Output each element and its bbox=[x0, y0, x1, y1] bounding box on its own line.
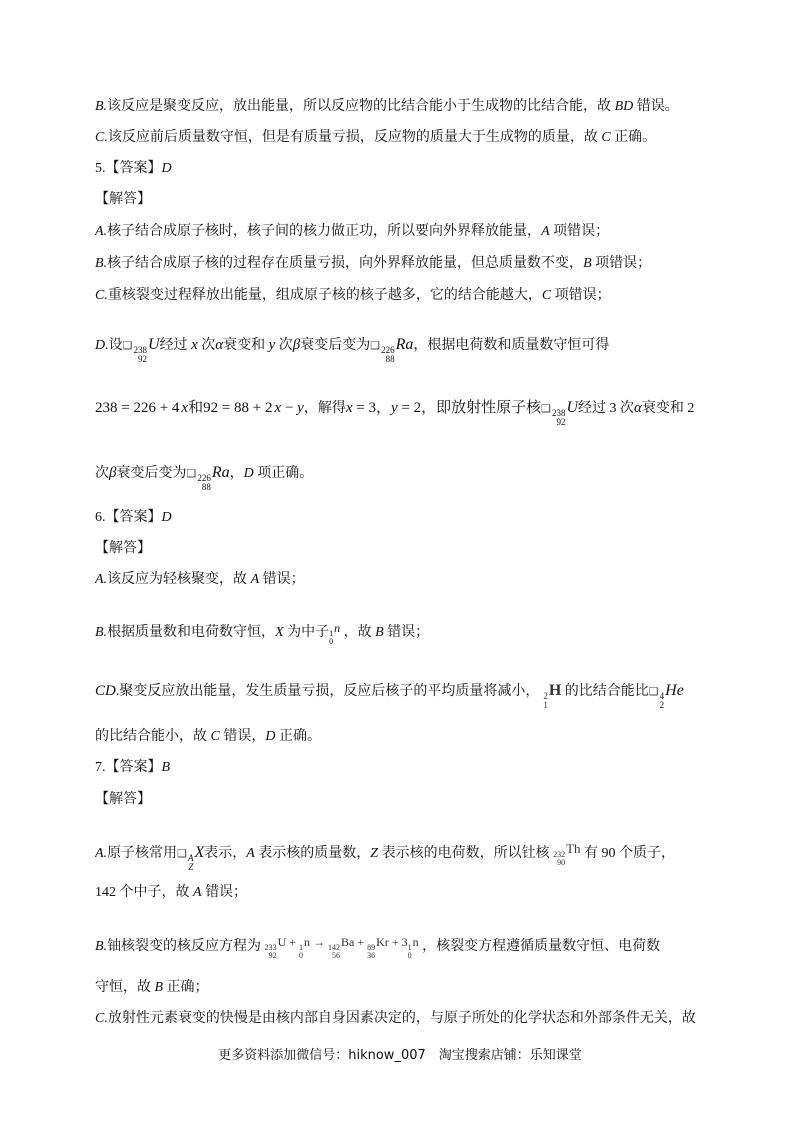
line-text: 次 bbox=[275, 338, 293, 353]
mass-number: 1 bbox=[299, 943, 304, 952]
nuclide-symbol: n bbox=[304, 935, 311, 949]
q5-option-c-line bbox=[95, 286, 611, 306]
line-text: ， bbox=[229, 466, 244, 481]
page-footer: 更多资料添加微信号：hiknow_007 淘宝搜索店铺：乐知课堂 bbox=[218, 1048, 582, 1063]
math-variable: β bbox=[109, 465, 117, 481]
nuclide-symbol: Ba bbox=[341, 935, 355, 949]
mass-number: 233 bbox=[264, 943, 277, 952]
nuclide-symbol: Ra bbox=[211, 464, 230, 481]
line-text: 正确。 bbox=[275, 729, 321, 744]
charge-number: 36 bbox=[367, 951, 376, 960]
mass-number: A bbox=[187, 853, 194, 863]
math-expression: = 3， bbox=[352, 400, 391, 416]
nuclide-symbol: U bbox=[148, 336, 160, 353]
solution-heading: 【解答】 bbox=[95, 792, 151, 807]
line-text: 经过 3 次 bbox=[578, 401, 635, 416]
nuclide-numbers bbox=[553, 851, 565, 867]
nuclide-numbers bbox=[381, 346, 395, 364]
nuclide-u233 bbox=[265, 932, 287, 960]
fission-equation bbox=[265, 932, 419, 960]
charge-number: 92 bbox=[268, 951, 277, 960]
mass-number: 89 bbox=[367, 943, 376, 952]
option-ref: C bbox=[601, 130, 611, 145]
line-text: 铀核裂变的核反应方程为 bbox=[107, 939, 265, 954]
q7-option-b-line-2 bbox=[95, 978, 209, 998]
q6-option-a-line bbox=[95, 570, 305, 590]
line-text: ，根据电荷数和质量数守恒可得 bbox=[413, 338, 610, 353]
box-glyph: ❑ bbox=[186, 467, 197, 480]
solution-heading: 【解答】 bbox=[95, 192, 151, 207]
mass-number: 238 bbox=[551, 408, 566, 418]
answer-value: D bbox=[161, 161, 172, 176]
line-text: .聚变反应放出能量，发生质量亏损，反应后核子的平均质量将减小， bbox=[115, 684, 540, 699]
q5-answer-line bbox=[95, 159, 172, 179]
nuclide-symbol: Th bbox=[566, 841, 581, 856]
option-ref: C bbox=[210, 729, 220, 744]
line-text: ，故 bbox=[340, 625, 376, 640]
math-expression: = 2，即放射性原子核 bbox=[397, 400, 542, 416]
box-glyph: ❑ bbox=[177, 847, 187, 860]
nuclide-numbers bbox=[328, 944, 340, 960]
line-text: 错误。 bbox=[633, 99, 679, 114]
line-text: 衰变和 2 bbox=[641, 401, 695, 416]
math-variable: y bbox=[297, 400, 304, 416]
mass-number: 2 bbox=[543, 691, 548, 701]
mass-number: 4 bbox=[659, 691, 665, 701]
line-text: 错误； bbox=[201, 885, 248, 900]
mass-number: 1 bbox=[329, 629, 334, 638]
line-text: 的比结合能比 bbox=[561, 684, 649, 699]
option-label: D. bbox=[95, 338, 109, 353]
box-glyph: ❑ bbox=[648, 685, 659, 698]
line-text: 原子核常用 bbox=[107, 846, 178, 861]
line-text: 表示， bbox=[204, 846, 247, 861]
equation-operator: + bbox=[286, 935, 300, 949]
option-ref: C bbox=[541, 288, 552, 303]
math-expression: − bbox=[281, 400, 298, 416]
answer-heading: 7.【答案】 bbox=[95, 760, 162, 775]
nuclide-symbol: H bbox=[548, 682, 562, 699]
option-ref: D bbox=[265, 729, 276, 744]
line-text: 表示核的电荷数，所以钍核 bbox=[378, 846, 554, 861]
charge-number: 90 bbox=[557, 858, 566, 867]
line-text: 项错误； bbox=[551, 288, 611, 303]
math-variable: Z bbox=[370, 846, 379, 861]
line-text: 项错误； bbox=[591, 256, 652, 271]
charge-number: 0 bbox=[407, 951, 412, 960]
line-text: 错误； bbox=[383, 625, 430, 640]
mass-number: 238 bbox=[133, 345, 147, 355]
q5-option-b-line bbox=[95, 254, 651, 274]
option-ref: D bbox=[243, 466, 254, 481]
option-ref: B bbox=[375, 625, 384, 640]
line-text: 项正确。 bbox=[253, 466, 314, 481]
mass-number: 1 bbox=[407, 943, 412, 952]
nuclide-ba142 bbox=[328, 932, 354, 960]
line-text: 放射性元素衰变的快慢是由核内部自身因素决定的，与原子所处的化学状态和外部条件无关，故 bbox=[107, 1011, 696, 1026]
q7-option-a-line-1 bbox=[95, 839, 675, 872]
charge-number: 88 bbox=[385, 354, 395, 364]
line-text: 为中子 bbox=[283, 625, 330, 640]
nuclide-numbers bbox=[660, 692, 665, 710]
nuclide-numbers bbox=[134, 346, 148, 364]
line-text: 错误， bbox=[219, 729, 266, 744]
nuclide-numbers bbox=[197, 474, 211, 492]
option-label: C. bbox=[95, 288, 108, 303]
nuclide-helium4 bbox=[660, 681, 684, 710]
nuclide-ra226 bbox=[197, 463, 229, 492]
mass-number: 142 bbox=[328, 943, 341, 952]
option-ref: A bbox=[193, 885, 202, 900]
line-text: 142 个中子，故 bbox=[95, 885, 193, 900]
nuclide-numbers bbox=[367, 944, 375, 960]
charge-number: 0 bbox=[299, 951, 304, 960]
mass-number: 226 bbox=[197, 473, 211, 483]
line-text: 衰变后变为 bbox=[116, 466, 187, 481]
answer-heading: 6.【答案】 bbox=[95, 510, 162, 525]
math-variable: X bbox=[275, 625, 284, 640]
q5-option-d-line-1 bbox=[95, 335, 609, 364]
q5-solution-heading bbox=[95, 190, 151, 210]
option-label: B. bbox=[95, 939, 108, 954]
line-text: 表示核的质量数， bbox=[254, 846, 371, 861]
option-label: A. bbox=[95, 572, 108, 587]
charge-number: 56 bbox=[332, 951, 341, 960]
q6-solution-heading bbox=[95, 539, 151, 559]
math-variable: x bbox=[181, 400, 189, 416]
line-text: 衰变和 bbox=[223, 338, 269, 353]
option-label: A. bbox=[95, 224, 108, 239]
option-label: B. bbox=[95, 99, 108, 114]
option-ref: BD bbox=[614, 99, 634, 114]
math-variable: x bbox=[345, 400, 353, 416]
box-glyph: ❑ bbox=[370, 339, 381, 352]
line-text: 的比结合能小，故 bbox=[95, 729, 211, 744]
line-text: 该反应为轻核聚变，故 bbox=[107, 572, 251, 587]
q5-option-d-line-3 bbox=[95, 463, 313, 492]
line-text: 经过 bbox=[159, 338, 192, 353]
nuclide-numbers bbox=[188, 854, 194, 872]
q7-option-a-line-2 bbox=[95, 883, 247, 903]
charge-number: Z bbox=[188, 862, 194, 872]
line-text: 核子结合成原子核时，核子间的核力做正功，所以要向外界释放能量， bbox=[107, 224, 542, 239]
mass-number: 226 bbox=[381, 345, 395, 355]
option-label: B. bbox=[95, 256, 108, 271]
line-text: 项错误； bbox=[549, 224, 610, 239]
line-text: 正确。 bbox=[610, 130, 657, 145]
math-variable: α bbox=[215, 337, 224, 353]
math-variable: y bbox=[390, 400, 398, 416]
line-text: 根据质量数和电荷数守恒， bbox=[107, 625, 276, 640]
nuclide-numbers bbox=[329, 630, 333, 646]
option-label: CD bbox=[95, 683, 116, 699]
option-label: C. bbox=[95, 130, 108, 145]
line-text: 次 bbox=[197, 338, 216, 353]
box-glyph: ❑ bbox=[122, 339, 133, 352]
q4-option-c-line bbox=[95, 128, 656, 148]
option-ref: A bbox=[541, 224, 550, 239]
q6-option-b-line bbox=[95, 618, 429, 646]
nuclide-thorium232 bbox=[553, 839, 580, 867]
nuclide-deuterium bbox=[543, 681, 561, 710]
nuclide-kr89 bbox=[367, 932, 389, 960]
charge-number: 0 bbox=[329, 637, 334, 646]
charge-number: 1 bbox=[543, 700, 548, 710]
equation-operator: + bbox=[354, 935, 368, 949]
q5-option-a-line bbox=[95, 222, 609, 242]
option-ref: B bbox=[154, 980, 164, 995]
nuclide-neutron bbox=[329, 618, 340, 646]
math-variable: A bbox=[246, 846, 255, 861]
nuclide-symbol: U bbox=[277, 935, 287, 949]
box-glyph: ❑ bbox=[541, 402, 551, 415]
solution-heading: 【解答】 bbox=[95, 541, 151, 556]
nuclide-symbol: n bbox=[412, 935, 419, 949]
line-text: 正确； bbox=[163, 980, 209, 995]
line-text: 次 bbox=[95, 466, 109, 481]
math-variable: α bbox=[634, 400, 642, 416]
math-variable: y bbox=[268, 337, 276, 353]
q6-answer-line bbox=[95, 508, 172, 528]
option-ref: B bbox=[583, 256, 592, 271]
option-label: A. bbox=[95, 846, 108, 861]
nuclide-numbers bbox=[408, 944, 412, 960]
nuclide-numbers bbox=[543, 692, 548, 710]
q7-option-c-line-1 bbox=[95, 1009, 696, 1029]
option-label: C. bbox=[95, 1011, 108, 1026]
option-label: B. bbox=[95, 625, 108, 640]
q7-option-b-line-1 bbox=[95, 932, 660, 960]
q6-option-cd-line-1 bbox=[95, 681, 684, 710]
mass-number: 232 bbox=[553, 850, 566, 859]
nuclide-numbers bbox=[299, 944, 303, 960]
line-text: 该反应是聚变反应，放出能量，所以反应物的比结合能小于生成物的比结合能，故 bbox=[107, 99, 615, 114]
answer-value: D bbox=[161, 510, 172, 525]
nuclide-ra226 bbox=[381, 335, 413, 364]
equation-arrow: → bbox=[310, 935, 329, 949]
q7-solution-heading bbox=[95, 790, 151, 810]
nuclide-symbol: Kr bbox=[376, 935, 389, 949]
line-text: 守恒，故 bbox=[95, 980, 155, 995]
nuclide-symbol: He bbox=[665, 682, 684, 699]
equation-operator: + 3 bbox=[388, 935, 408, 949]
line-text: ，解得 bbox=[303, 401, 346, 416]
nuclide-u238 bbox=[134, 335, 160, 364]
nuclide-symbol: Ra bbox=[395, 336, 414, 353]
nuclide-symbol: X bbox=[194, 844, 205, 861]
line-text: ，核裂变方程遵循质量数守恒、电荷数 bbox=[418, 939, 661, 954]
nuclide-neutron bbox=[299, 932, 310, 960]
q4-option-b-line bbox=[95, 97, 679, 117]
math-variable: x bbox=[274, 400, 282, 416]
line-text: 有 90 个质子， bbox=[580, 846, 676, 861]
line-text: 设 bbox=[108, 338, 123, 353]
option-ref: A bbox=[250, 572, 260, 587]
line-text: 该反应前后质量数守恒，但是有质量亏损，反应物的质量大于生成物的质量，故 bbox=[107, 130, 602, 145]
nuclide-general-notation bbox=[188, 843, 204, 872]
math-variable: β bbox=[292, 337, 301, 353]
nuclide-symbol: U bbox=[566, 399, 579, 416]
q7-answer-line bbox=[95, 758, 170, 778]
charge-number: 88 bbox=[201, 482, 211, 492]
q5-option-d-line-2 bbox=[95, 398, 694, 427]
math-expression: 238 = 226 + 4 bbox=[95, 400, 180, 416]
nuclide-numbers bbox=[552, 409, 566, 427]
line-text: 衰变后变为 bbox=[300, 338, 371, 353]
charge-number: 92 bbox=[556, 417, 566, 427]
line-text: 重核裂变过程释放出能量，组成原子核的核子越多，它的结合能越大， bbox=[107, 288, 542, 303]
charge-number: 2 bbox=[659, 700, 665, 710]
nuclide-u238 bbox=[552, 398, 578, 427]
answer-heading: 5.【答案】 bbox=[95, 161, 162, 176]
line-text: 核子结合成原子核的过程存在质量亏损，向外界释放能量，但总质量数不变， bbox=[107, 256, 584, 271]
q6-option-cd-line-2 bbox=[95, 727, 321, 747]
nuclide-symbol: n bbox=[334, 621, 341, 635]
charge-number: 92 bbox=[138, 354, 147, 364]
nuclide-neutron bbox=[408, 932, 419, 960]
math-variable: x bbox=[191, 337, 198, 353]
nuclide-numbers bbox=[265, 944, 277, 960]
answer-value: B bbox=[161, 760, 171, 775]
line-text: 错误； bbox=[259, 572, 305, 587]
math-expression: 和92 = 88 + 2 bbox=[188, 400, 273, 416]
